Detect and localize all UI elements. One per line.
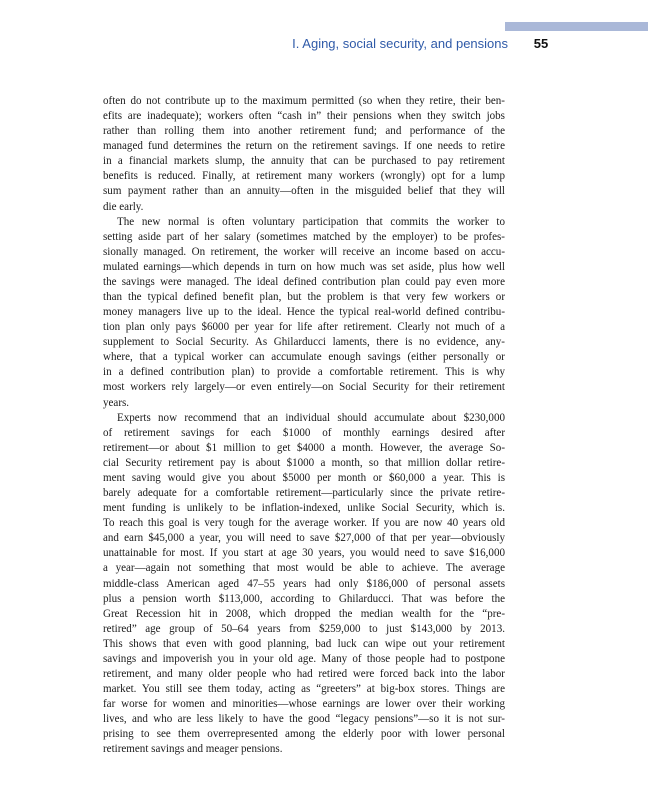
text-line: retirement—or about $1 million to get $4000 a month. However, the average So- [103,441,505,454]
text-line: often do not contribute up to the maximum permitted (so when they retire, their ben- [103,95,505,107]
text-line: most workers rely largely—or even entirely—on Social Security for their retirement [103,381,505,394]
text-line: ment funding is unlikely to be inflation-indexed, unlike Social Security, which is. [103,502,505,515]
text-line: sum payment rather than an annuity—often in the misguided belief that they will [103,185,505,198]
text-line: mulated earnings—which depends in turn on how much was set aside, plus how well [103,260,505,273]
text-line: supplement to Social Security. As Ghilarducci laments, there is no evidence, any- [103,336,505,349]
text-line: retired” age group of 50–64 years from $259,000 to just $143,000 by 2013. [103,622,505,635]
text-line: ment saving would give you about $5000 per month or $60,000 a year. This is [103,471,505,484]
text-line: a year—again not something that most would be able to achieve. The average [103,562,505,575]
text-line: middle-class American aged 47–55 years had only $186,000 of personal assets [103,577,505,590]
text-line: far worse for women and minorities—whose earnings are lower over their working [103,698,505,711]
running-head: I. Aging, social security, and pensions [292,36,508,51]
text-line: barely adequate for a comfortable retirement—particularly since the private retire- [103,487,505,500]
text-line: the savings were managed. The ideal defined contribution plan could pay even more [103,275,505,288]
page-number: 55 [533,36,549,51]
text-line: sionally managed. On retirement, the worker will receive an income based on accu- [103,245,505,258]
text-line: than the typical defined benefit plan, but the problem is that very few workers or [103,291,505,304]
text-line: retirement savings and meager pensions. [103,743,283,756]
text-line: plus a pension worth $113,000, according to Ghilarducci. That was before the [103,592,505,605]
text-line: retirement, and many older people who had retired were forced back into the labor [103,667,505,680]
text-line: managed fund determines the return on the retirement savings. If one needs to retire [103,140,505,153]
text-line: Experts now recommend that an individual should accumulate about $230,000 [117,411,505,424]
text-line: cial Security retirement pay is about $1000 a month, so that million dollar retire- [103,456,505,469]
text-line: and earn $45,000 a year, you will need to save $27,000 of that per year—obviously [103,532,505,545]
text-line: in a defined contribution plan) to provide a comfortable retirement. This is why [103,366,505,379]
text-line: To reach this goal is very tough for the average worker. If you are now 40 years old [103,517,505,530]
paragraph [103,215,505,411]
text-line: money managers live up to the ideal. Hence the typical real-world defined contribu- [103,306,505,319]
text-line: Great Recession hit in 2008, which dropped the median wealth for the “pre- [103,607,505,620]
paragraph [103,94,505,215]
text-line: rather than rolling them into another retirement fund; and performance of the [103,125,505,138]
text-line: in a financial markets slump, the annuity that can be purchased to pay retirement [103,155,505,168]
text-line: where, that a typical worker can accumulate enough savings (either personally or [103,351,505,364]
body-text [103,94,505,757]
text-line: savings and impoverish you in your old age. Many of those people had to postpone [103,652,505,665]
text-line: prising to see them overrepresented among the elderly poor with lower personal [103,728,505,741]
text-line: tion plan only pays $6000 per year for life after retirement. Clearly not much of a [103,321,505,334]
header-accent-bar [505,22,648,31]
text-line: die early. [103,200,144,213]
text-line: The new normal is often voluntary participation that commits the worker to [117,215,505,228]
text-line: setting aside part of her salary (sometimes matched by the employer) to be profes- [103,230,505,243]
text-line: This shows that even with good planning, bad luck can wipe out your retirement [103,637,505,650]
text-line: of retirement savings for each $1000 of monthly earnings desired after [103,426,505,439]
text-line: years. [103,396,130,409]
text-line: benefits is reduced. Finally, at retirement many workers (wrongly) opt for a lump [103,170,505,183]
paragraph [103,411,505,758]
text-line: lives, and who are less likely to have the good “legacy pensions”—so it is not sur- [103,713,505,726]
text-line: unattainable for most. If you start at age 30 years, you would need to save $16,000 [103,547,505,560]
text-line: efits are inadequate); workers often “cash in” their pensions when they switch jobs [103,110,505,123]
text-line: market. You still see them today, acting as “greeters” at big-box stores. Things are [103,683,505,696]
